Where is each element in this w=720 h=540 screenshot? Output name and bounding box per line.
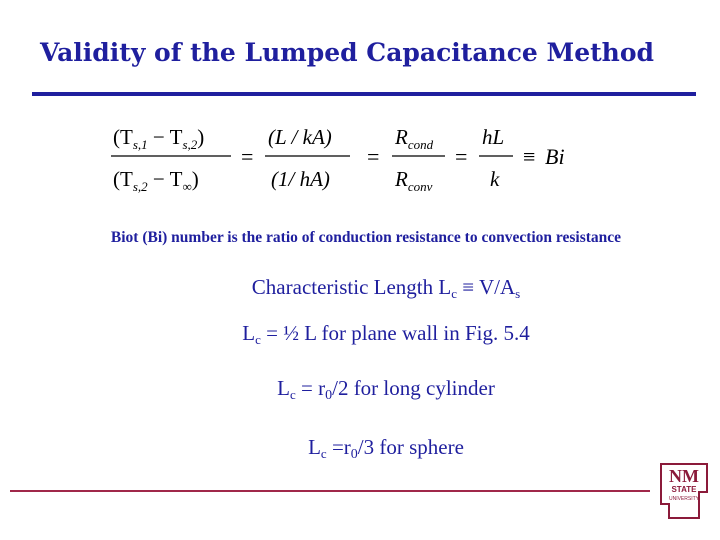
equivalent-sign: ≡ (523, 144, 536, 169)
logo-university: UNIVERSITY (668, 496, 700, 502)
slide-title: Validity of the Lumped Capacitance Method (40, 38, 655, 67)
r-cond: $R_{cond}$ (395, 125, 434, 152)
logo-letters: NM (669, 466, 699, 486)
biot-symbol: Bi (545, 144, 565, 169)
plane-wall-length: $L_c$ = ½ L for plane wall in Fig. 5.4 (242, 321, 530, 347)
mid-denominator: (1/ hA) (271, 167, 330, 191)
footer-divider (10, 490, 650, 492)
mid-numerator: (L / kA) (268, 125, 332, 149)
hl-numerator: hL (482, 125, 505, 149)
k-denominator: k (490, 167, 500, 191)
lhs-numerator: $(T_{s,1} - T_{s,2})$ (113, 125, 205, 152)
biot-equation (105, 118, 585, 198)
equals-3: = (455, 144, 468, 169)
logo-state: STATE (671, 485, 697, 494)
title-divider (32, 92, 696, 96)
biot-definition: Biot (Bi) number is the ratio of conduction resistance to convection resistance (110, 229, 622, 246)
characteristic-length: Characteristic Length $L_c \equiv V/A_s$ (251, 275, 521, 301)
sphere-length: $L_c =r_0/3$ for sphere (308, 435, 464, 462)
lhs-denominator: $(T_{s,2} - T_\infty)$ (113, 167, 199, 194)
r-conv: $R_{conv}$ (395, 167, 433, 194)
equals-1: = (241, 144, 254, 169)
nmsu-logo (659, 462, 709, 520)
cylinder-length: $L_c = r_0/2$ for long cylinder (277, 376, 495, 403)
equals-2: = (367, 144, 380, 169)
